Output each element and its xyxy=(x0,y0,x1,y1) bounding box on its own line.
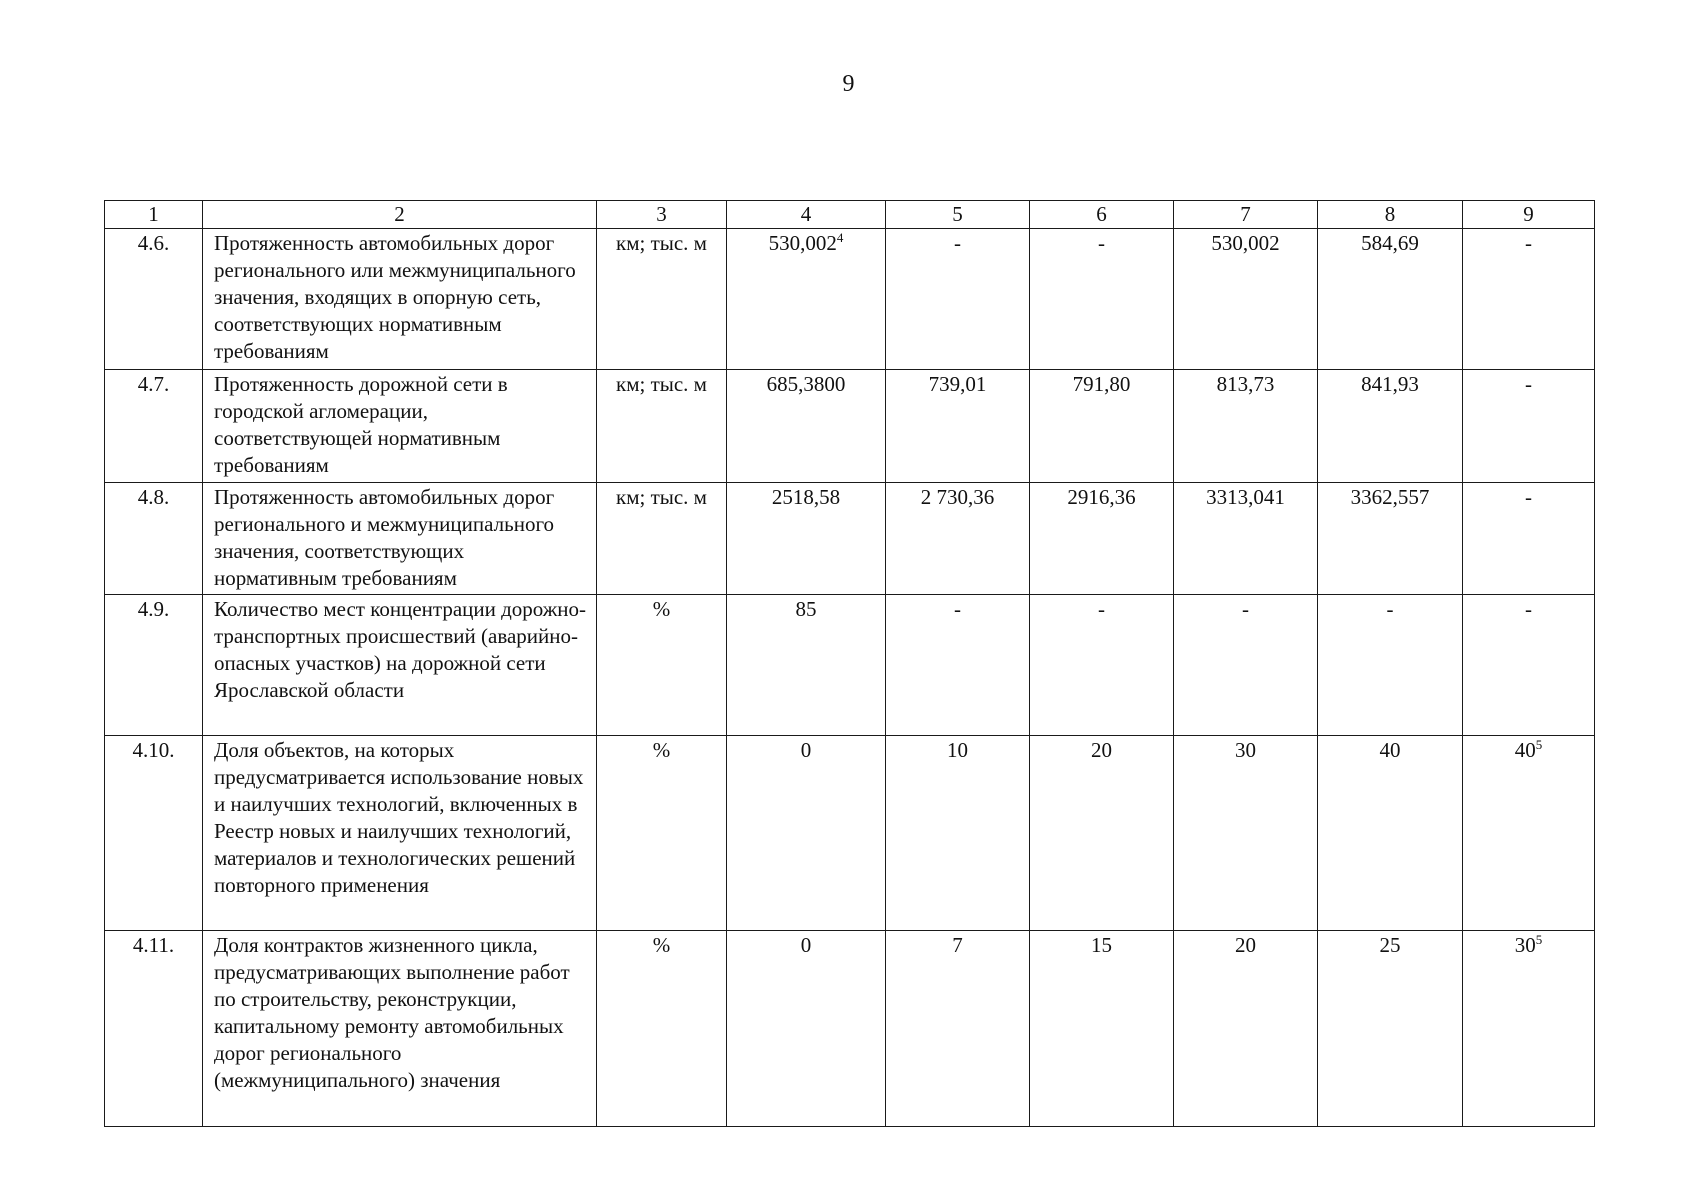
indicator-name: Протяженность автомобильных дорог регионального и межмуниципального значения, соответствующих нормативным требованиям xyxy=(203,483,597,595)
value-col-4 xyxy=(727,736,886,931)
value-col-9 xyxy=(1463,736,1595,931)
value-col-9 xyxy=(1463,483,1595,595)
value-col-9 xyxy=(1463,370,1595,483)
value-col-7: 813,73 xyxy=(1174,370,1318,483)
unit-cell: км; тыс. м xyxy=(597,229,727,370)
indicator-name: Протяженность автомобильных дорог регионального или межмуниципального значения, входящих в опорную сеть, соответствующих нормативным требованиям xyxy=(203,229,597,370)
unit-cell: % xyxy=(597,736,727,931)
value-col-8: 584,69 xyxy=(1318,229,1463,370)
value-col-4 xyxy=(727,931,886,1127)
value-col-9 xyxy=(1463,931,1595,1127)
value-col-8: 25 xyxy=(1318,931,1463,1127)
value-text: 2518,58 xyxy=(771,485,841,509)
indicators-table xyxy=(104,200,1595,1127)
value-col-7: 530,002 xyxy=(1174,229,1318,370)
value-col-5: - xyxy=(886,229,1030,370)
value-col-9 xyxy=(1463,229,1595,370)
table-row xyxy=(105,931,1595,1127)
value-col-5: - xyxy=(886,595,1030,736)
value-text: 685,3800 xyxy=(766,372,846,396)
table-row xyxy=(105,736,1595,931)
value-col-4 xyxy=(727,483,886,595)
footnote-mark: 5 xyxy=(1535,737,1543,752)
row-number: 4.8. xyxy=(105,483,203,595)
value-text: - xyxy=(1525,597,1532,621)
table-row xyxy=(105,595,1595,736)
unit-cell: % xyxy=(597,931,727,1127)
header-cell: 7 xyxy=(1174,201,1318,229)
header-cell: 2 xyxy=(203,201,597,229)
value-col-8: - xyxy=(1318,595,1463,736)
header-cell: 1 xyxy=(105,201,203,229)
row-number: 4.10. xyxy=(105,736,203,931)
indicator-name: Протяженность дорожной сети в городской агломерации, соответствующей нормативным требованиям xyxy=(203,370,597,483)
table-row xyxy=(105,229,1595,370)
value-text: 85 xyxy=(795,597,817,621)
value-col-8: 3362,557 xyxy=(1318,483,1463,595)
header-cell: 3 xyxy=(597,201,727,229)
value-col-4 xyxy=(727,595,886,736)
unit-cell: км; тыс. м xyxy=(597,370,727,483)
table-row xyxy=(105,483,1595,595)
value-text: - xyxy=(1525,231,1532,255)
value-col-5: 2 730,36 xyxy=(886,483,1030,595)
header-cell: 5 xyxy=(886,201,1030,229)
value-col-6: - xyxy=(1030,229,1174,370)
value-text: 0 xyxy=(800,933,812,957)
value-text: - xyxy=(1525,485,1532,509)
value-col-7: 30 xyxy=(1174,736,1318,931)
header-cell: 4 xyxy=(727,201,886,229)
row-number: 4.11. xyxy=(105,931,203,1127)
indicator-name: Количество мест концентрации дорожно-транспортных происшествий (аварийно-опасных участков) на дорожной сети Ярославской области xyxy=(203,595,597,736)
value-col-6: 15 xyxy=(1030,931,1174,1127)
value-col-6: 20 xyxy=(1030,736,1174,931)
table-header-row xyxy=(105,201,1595,229)
value-col-9 xyxy=(1463,595,1595,736)
row-number: 4.6. xyxy=(105,229,203,370)
value-col-4 xyxy=(727,370,886,483)
value-col-8: 841,93 xyxy=(1318,370,1463,483)
value-col-7: - xyxy=(1174,595,1318,736)
value-text: 30 xyxy=(1514,933,1536,957)
value-col-6: - xyxy=(1030,595,1174,736)
unit-cell: км; тыс. м xyxy=(597,483,727,595)
value-col-8: 40 xyxy=(1318,736,1463,931)
unit-cell: % xyxy=(597,595,727,736)
value-col-4 xyxy=(727,229,886,370)
footnote-mark: 5 xyxy=(1535,932,1543,947)
value-text: - xyxy=(1525,372,1532,396)
row-number: 4.7. xyxy=(105,370,203,483)
header-cell: 9 xyxy=(1463,201,1595,229)
value-text: 530,002 xyxy=(768,231,837,255)
value-col-6: 2916,36 xyxy=(1030,483,1174,595)
footnote-mark: 4 xyxy=(836,230,844,245)
value-col-6: 791,80 xyxy=(1030,370,1174,483)
value-col-5: 10 xyxy=(886,736,1030,931)
value-text: 40 xyxy=(1514,738,1536,762)
row-number: 4.9. xyxy=(105,595,203,736)
table-row xyxy=(105,370,1595,483)
value-col-5: 739,01 xyxy=(886,370,1030,483)
value-col-7: 20 xyxy=(1174,931,1318,1127)
value-col-7: 3313,041 xyxy=(1174,483,1318,595)
header-cell: 6 xyxy=(1030,201,1174,229)
value-text: 0 xyxy=(800,738,812,762)
page-number: 9 xyxy=(842,71,855,97)
value-col-5: 7 xyxy=(886,931,1030,1127)
header-cell: 8 xyxy=(1318,201,1463,229)
indicator-name: Доля контрактов жизненного цикла, предусматривающих выполнение работ по строительству, реконструкции, капитальному ремонту автомобильных дорог регионального (межмуниципального) значения xyxy=(203,931,597,1127)
indicator-name: Доля объектов, на которых предусматривается использование новых и наилучших технологий, включенных в Реестр новых и наилучших технологий, материалов и технологических решений повторного применения xyxy=(203,736,597,931)
